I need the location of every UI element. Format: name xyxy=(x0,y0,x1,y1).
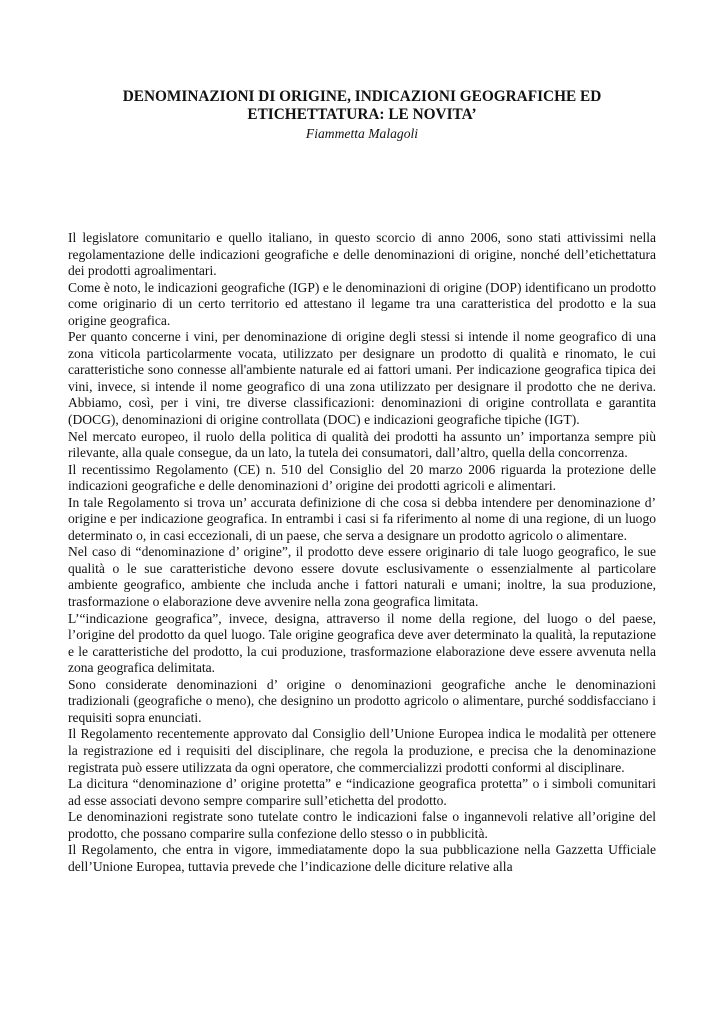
paragraph: Il legislatore comunitario e quello italiano, in questo scorcio di anno 2006, sono stati attivissimi nella regolamentazione delle indicazioni geografiche e delle denominazioni di origine, nonché dell’etichettatura dei prodotti agroalimentari. xyxy=(68,230,656,279)
title-line-2: ETICHETTATURA: LE NOVITA’ xyxy=(247,106,477,123)
paragraph: Le denominazioni registrate sono tutelate contro le indicazioni false o ingannevoli relative all’origine del prodotto, che possano comparire sulla confezione dello stesso o in pubblicità. xyxy=(68,809,656,841)
document-title xyxy=(60,88,664,124)
paragraph: Nel caso di “denominazione d’ origine”, il prodotto deve essere originario di tale luogo geografico, le sue qualità o le sue caratteristiche devono essere dovute esclusivamente o essenzialmente al particolare ambiente geografico, ambiente che includa anche i fattori naturali e umani; inoltre, la sua produzione, trasformazione o elaborazione deve avvenire nella zona geografica limitata. xyxy=(68,544,656,610)
paragraph: Il Regolamento recentemente approvato dal Consiglio dell’Unione Europea indica le modalità per ottenere la registrazione ed i requisiti del disciplinare, che regola la produzione, e precisa che la denominazione registrata può essere utilizzata da ogni operatore, che commercializzi prodotti conformi al disciplinare. xyxy=(68,726,656,775)
document-body xyxy=(68,230,656,875)
paragraph: L’“indicazione geografica”, invece, designa, attraverso il nome della regione, del luogo o del paese, l’origine del prodotto da quel luogo. Tale origine geografica deve aver determinato la qualità, la reputazione e le caratteristiche del prodotto, la cui produzione, trasformazione elaborazione deve essere avvenuta nella zona geografica delimitata. xyxy=(68,610,656,676)
paragraph: Per quanto concerne i vini, per denominazione di origine degli stessi si intende il nome geografico di una zona viticola particolarmente vocata, utilizzato per designare un prodotto di qualità e rinomato, le cui caratteristiche sono connesse all'ambiente naturale ed ai fattori umani. Per indicazione geografica tipica dei vini, invece, si intende il nome geografico di una zona utilizzato per designare il prodotto che ne deriva. Abbiamo, così, per i vini, tre diverse classificazioni: denominazioni di origine controllata e garantita (DOCG), denominazioni di origine controllata (DOC) e indicazioni geografiche tipiche (IGT). xyxy=(68,329,656,428)
title-line-1: DENOMINAZIONI DI ORIGINE, INDICAZIONI GEOGRAFICHE ED xyxy=(122,88,602,105)
paragraph: Come è noto, le indicazioni geografiche (IGP) e le denominazioni di origine (DOP) identificano un prodotto come originario di un certo territorio ed attestano il legame tra una caratteristica del prodotto e la sua origine geografica. xyxy=(68,279,656,328)
paragraph: Il Regolamento, che entra in vigore, immediatamente dopo la sua pubblicazione nella Gazzetta Ufficiale dell’Unione Europea, tuttavia prevede che l’indicazione delle diciture relative alla xyxy=(68,842,656,874)
paragraph: In tale Regolamento si trova un’ accurata definizione di che cosa si debba intendere per denominazione d’ origine e per indicazione geografica. In entrambi i casi si fa riferimento al nome di una regione, di un luogo determinato o, in casi eccezionali, di un paese, che serva a designare un prodotto agricolo o alimentare. xyxy=(68,494,656,543)
paragraph: Il recentissimo Regolamento (CE) n. 510 del Consiglio del 20 marzo 2006 riguarda la protezione delle indicazioni geografiche e delle denominazioni d’ origine dei prodotti agricoli e alimentari. xyxy=(68,461,656,494)
author-name: Fiammetta Malagoli xyxy=(305,126,419,141)
paragraph: Nel mercato europeo, il ruolo della politica di qualità dei prodotti ha assunto un’ importanza sempre più rilevante, alla quale consegue, da un lato, la tutela dei consumatori, dall’altro, quella della concorrenza. xyxy=(68,428,656,461)
paragraph: Sono considerate denominazioni d’ origine o denominazioni geografiche anche le denominazioni tradizionali (geografiche o meno), che designino un prodotto agricolo o alimentare, purché soddisfacciano i requisiti sopra enunciati. xyxy=(68,676,656,725)
paragraph: La dicitura “denominazione d’ origine protetta” e “indicazione geografica protetta” o i simboli comunitari ad esse associati devono sempre comparire sull’etichetta del prodotto. xyxy=(68,776,656,808)
